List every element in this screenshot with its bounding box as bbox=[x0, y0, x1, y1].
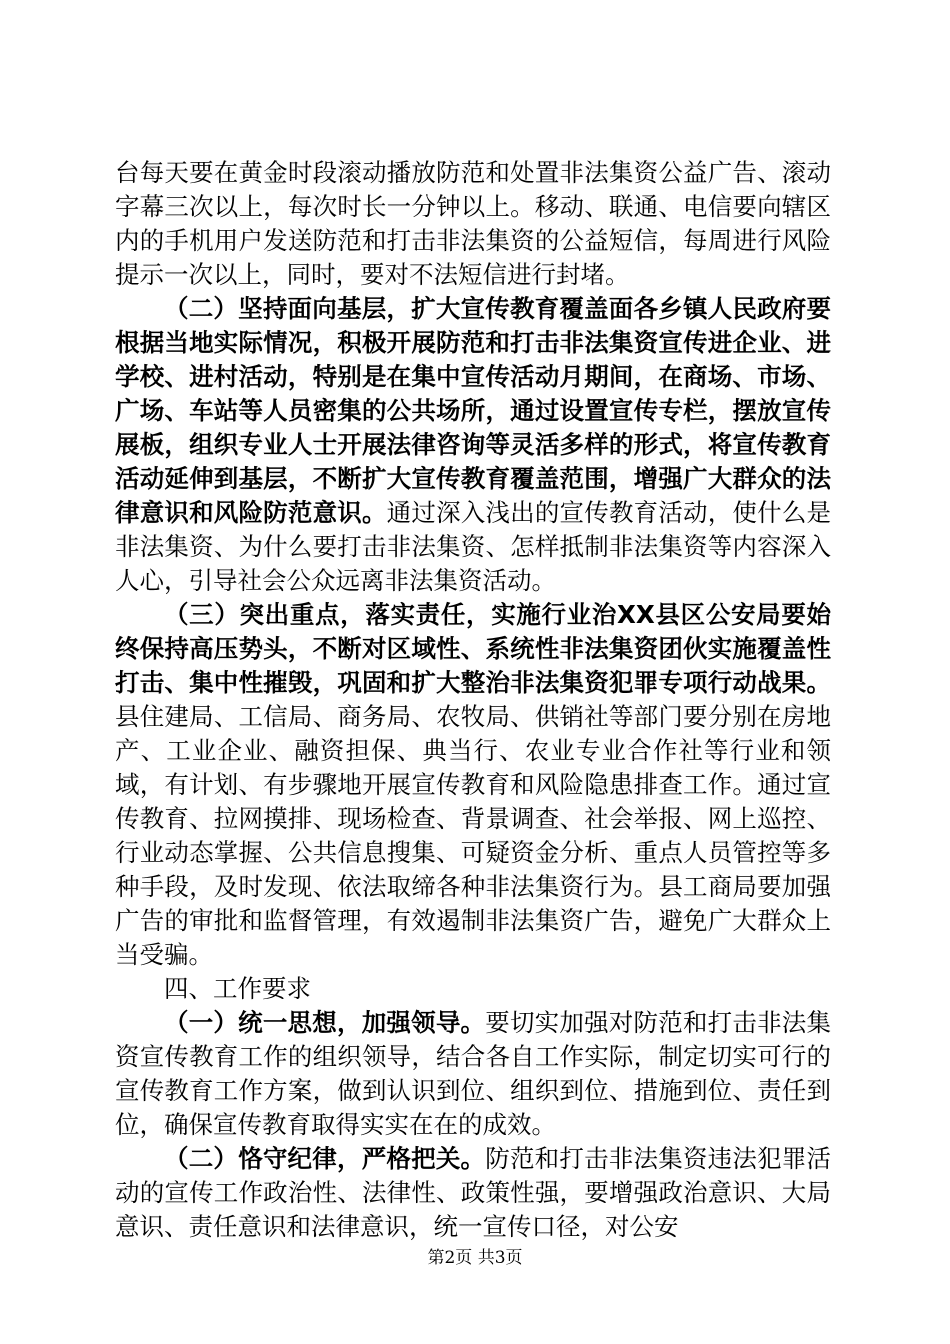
document-body bbox=[115, 156, 831, 1244]
paragraph-text: 通过深入浅出的宣传教育活动，使什么是非法集资、为什么要打击非法集资、怎样抵制非法集资等内容深入人心，引导社会公众远离非法集资活动。 bbox=[115, 498, 832, 595]
paragraph-bold-text: （二）恪守纪律，严格把关。 bbox=[164, 1144, 486, 1173]
paragraph-bold-text: （三）突出重点，落实责任，实施行业治XX县区公安局要始终保持高压势头，不断对区域性、系统性非法集资团伙实施覆盖性打击、集中性摧毁，巩固和扩大整治非法集资犯罪专项行动战果。 bbox=[115, 600, 831, 697]
paragraph-continued bbox=[115, 156, 831, 292]
paragraph-leadership bbox=[115, 1006, 831, 1142]
paragraph-discipline bbox=[115, 1142, 831, 1244]
paragraph-text: 防范和打击非法集资违法犯罪活动的宣传工作政治性、法律性、政策性强，要增强政治意识、大局意识、责任意识和法律意识，统一宣传口径，对公安 bbox=[115, 1144, 831, 1241]
paragraph-key-points bbox=[115, 598, 831, 972]
paragraph-bold-text: （二）坚持面向基层，扩大宣传教育覆盖面各乡镇人民政府要根据当地实际情况，积极开展防范和打击非法集资宣传进企业、进学校、进村活动，特别是在集中宣传活动月期间，在商场、市场、广场、车站等人员密集的公共场所，通过设置宣传专栏，摆放宣传展板，组织专业人士开展法律咨询等灵活多样的形式，将宣传教育活动延伸到基层，不断扩大宣传教育覆盖范围，增强广大群众的法律意识和风险防范意识。 bbox=[115, 294, 831, 527]
paragraph-text: 台每天要在黄金时段滚动播放防范和处置非法集资公益广告、滚动字幕三次以上，每次时长一分钟以上。移动、联通、电信要向辖区内的手机用户发送防范和打击非法集资的公益短信，每周进行风险提示一次以上，同时，要对不法短信进行封堵。 bbox=[115, 158, 831, 289]
paragraph-text: 县住建局、工信局、商务局、农牧局、供销社等部门要分别在房地产、工业企业、融资担保、典当行、农业专业合作社等行业和领域，有计划、有步骤地开展宣传教育和风险隐患排查工作。通过宣传教育、拉网摸排、现场检查、背景调查、社会举报、网上巡控、行业动态掌握、公共信息搜集、可疑资金分析、重点人员管控等多种手段，及时发现、依法取缔各种非法集资行为。县工商局要加强广告的审批和监督管理，有效遏制非法集资广告，避免广大群众上当受骗。 bbox=[115, 702, 831, 969]
paragraph-grassroots bbox=[115, 292, 831, 598]
paragraph-text: 要切实加强对防范和打击非法集资宣传教育工作的组织领导，结合各自工作实际，制定切实可行的宣传教育工作方案，做到认识到位、组织到位、措施到位、责任到位，确保宣传教育取得实实在在的成效。 bbox=[115, 1008, 831, 1139]
page-number-footer: 第2页 共3页 bbox=[427, 1248, 523, 1268]
paragraph-bold-text: （一）统一思想，加强领导。 bbox=[164, 1008, 486, 1037]
section-heading: 四、工作要求 bbox=[164, 974, 311, 1003]
